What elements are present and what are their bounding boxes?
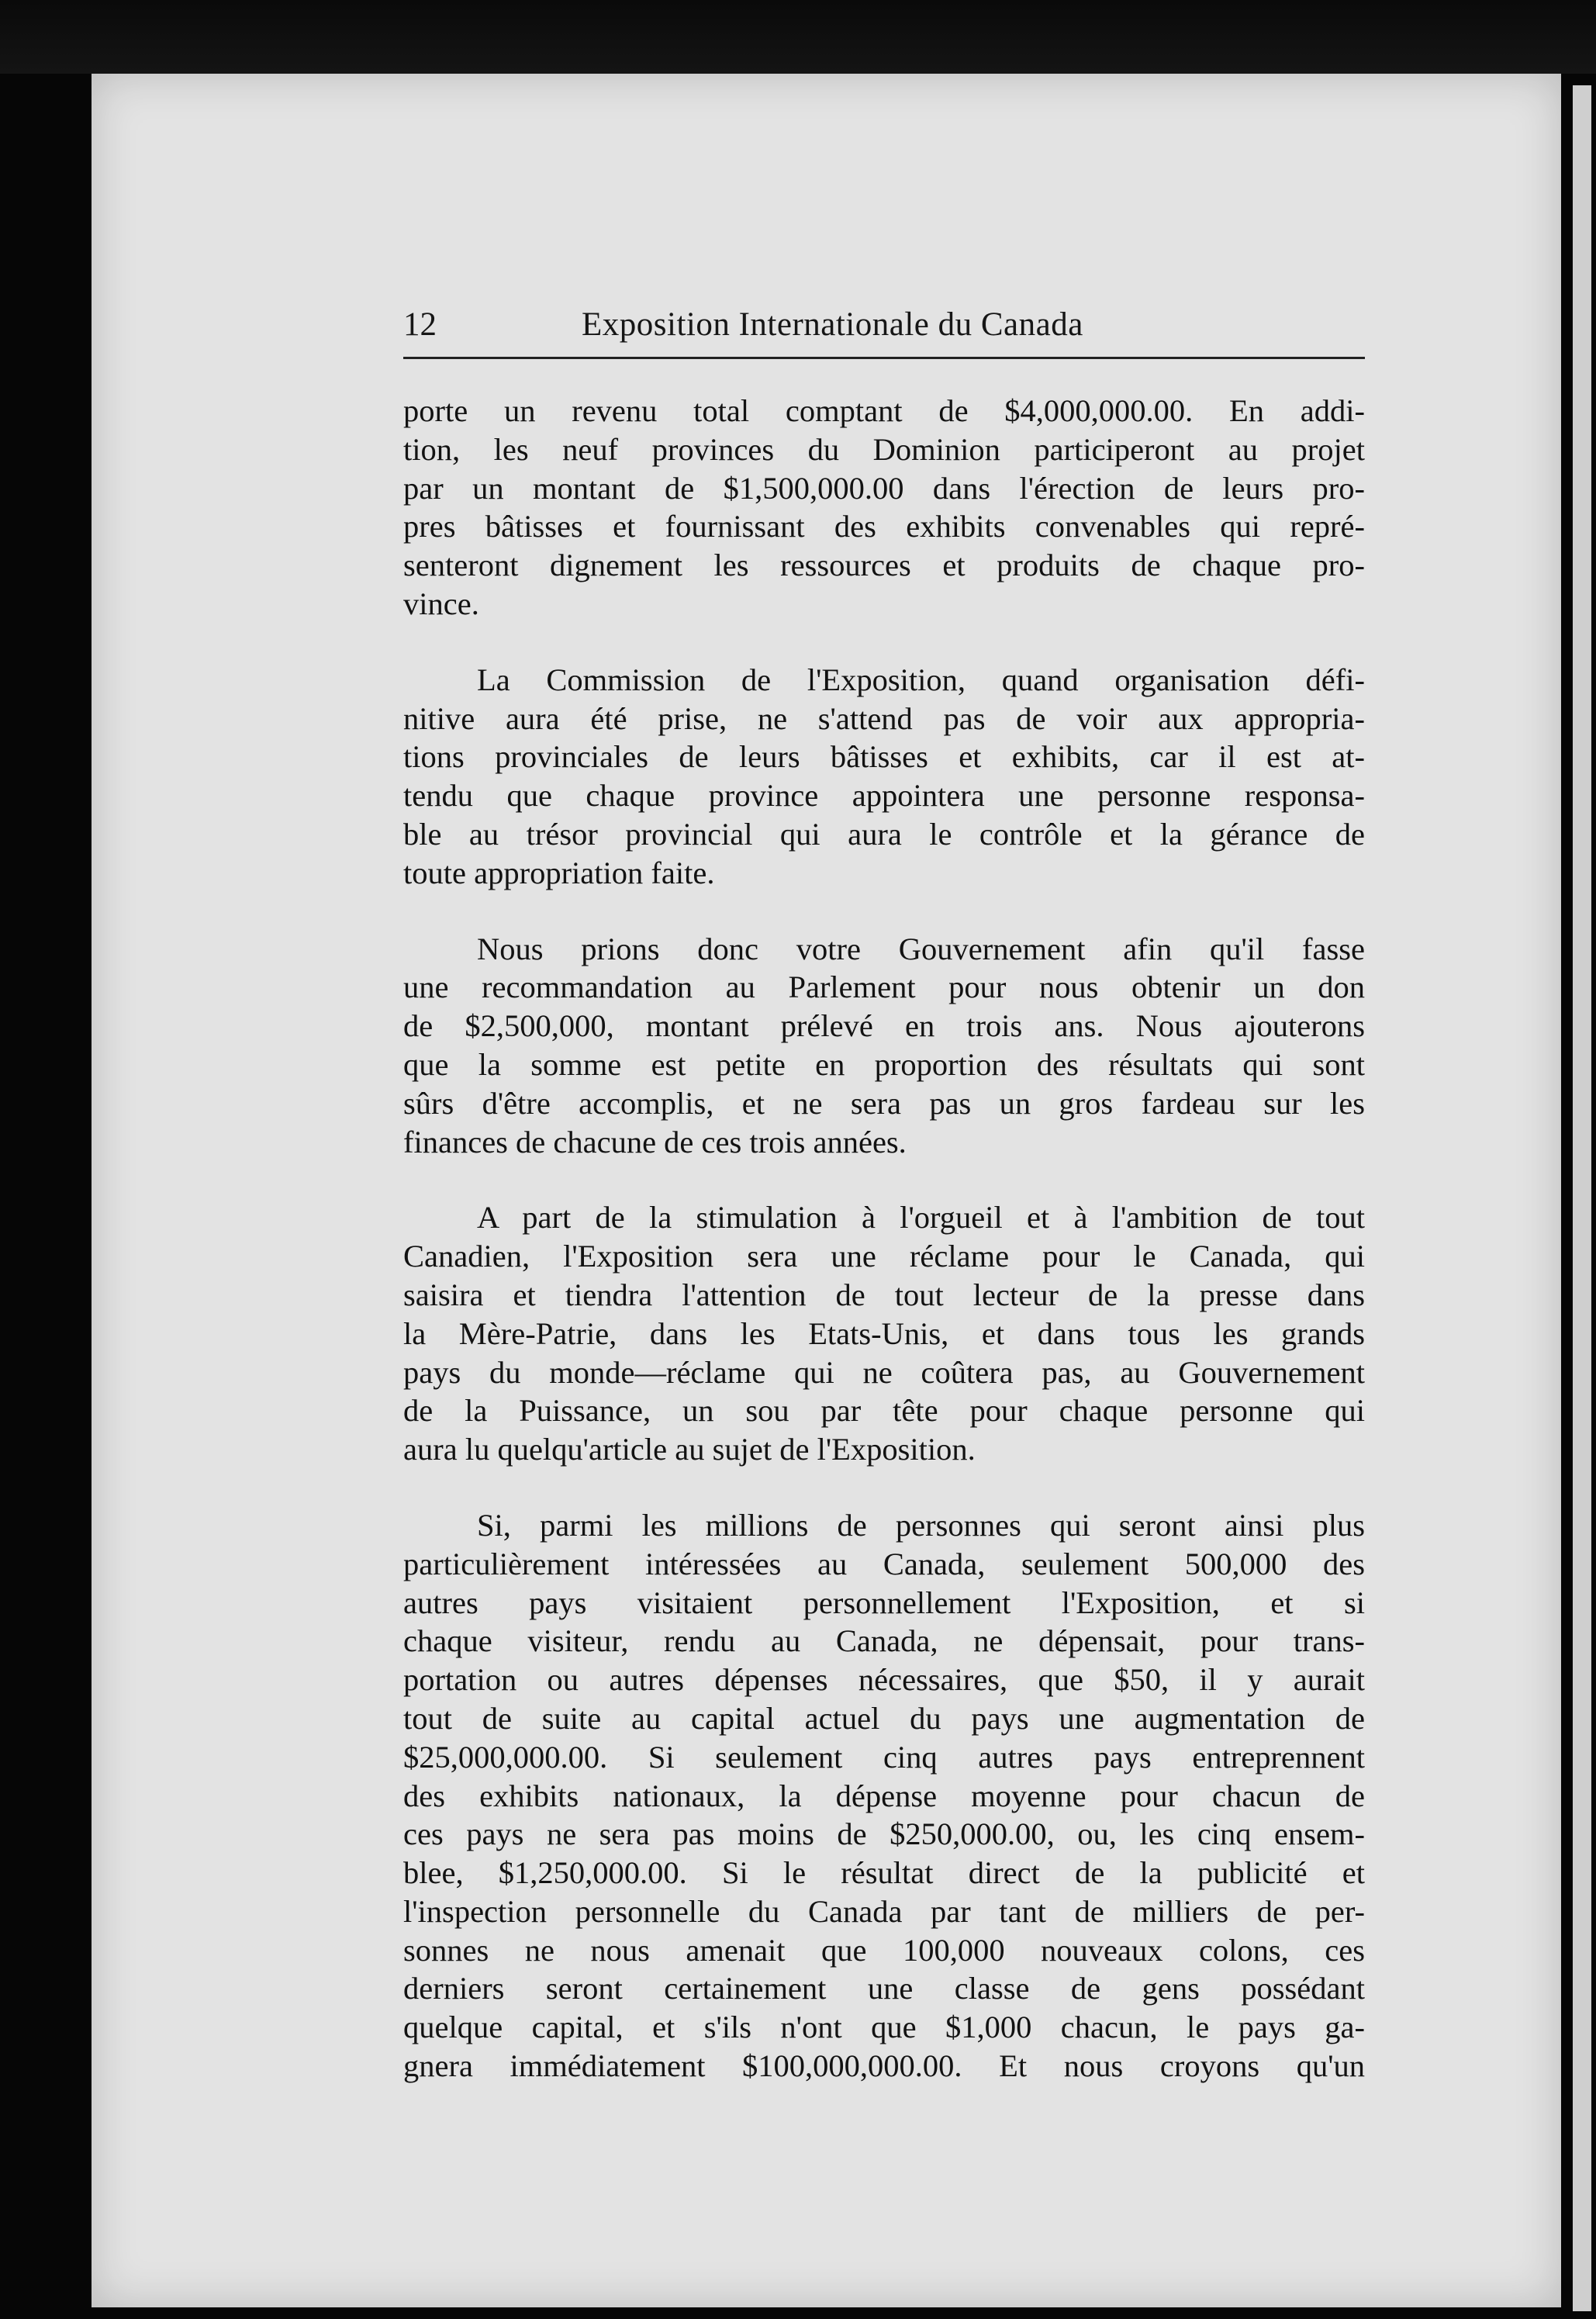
running-head (403, 302, 1365, 359)
text-line: pays du monde—réclame qui ne coûtera pas, au Gouvernement (403, 1354, 1365, 1390)
text-line: Nous prions donc votre Gouvernement afin qu'il fasse (477, 931, 1365, 966)
text-line: tions provinciales de leurs bâtisses et exhibits, car il est at- (403, 739, 1365, 775)
text-line: nitive aura été prise, ne s'attend pas de voir aux appropria- (403, 700, 1365, 736)
text-line: chaque visiteur, rendu au Canada, ne dépensait, pour trans- (403, 1623, 1365, 1659)
text-line: sonnes ne nous amenait que 100,000 nouveaux colons, ces (403, 1932, 1365, 1968)
text-line: quelque capital, et s'ils n'ont que $1,000 chacun, le pays ga- (403, 2010, 1365, 2045)
running-title: Exposition Internationale du Canada (582, 306, 1083, 343)
text-line: de la Puissance, un sou par tête pour chaque personne qui (403, 1393, 1365, 1429)
text-line: ble au trésor provincial qui aura le contrôle et la gérance de (403, 816, 1365, 852)
text-line: saisira et tiendra l'attention de tout lecteur de la presse dans (403, 1277, 1365, 1312)
text-line: Canadien, l'Exposition sera une réclame pour le Canada, qui (403, 1239, 1365, 1274)
text-line: des exhibits nationaux, la dépense moyenne pour chacun de (403, 1778, 1365, 1813)
paragraph-1 (403, 392, 1365, 624)
text-line: derniers seront certainement une classe de gens possédant (403, 1971, 1365, 2006)
paragraph-4 (403, 1198, 1365, 1469)
facing-page-edge (1573, 85, 1591, 2311)
text-line: tout de suite au capital actuel du pays une augmentation de (403, 1700, 1365, 1736)
text-line: la Mère-Patrie, dans les Etats-Unis, et dans tous les grands (403, 1315, 1365, 1351)
text-line: gnera immédiatement $100,000,000.00. Et nous croyons qu'un (403, 2048, 1365, 2084)
body-text (403, 392, 1365, 2123)
paragraph-5 (403, 1506, 1365, 2086)
paragraph-3 (403, 930, 1365, 1162)
text-line: que la somme est petite en proportion des résultats qui sont (403, 1046, 1365, 1082)
text-line: particulièrement intéressées au Canada, seulement 500,000 des (403, 1546, 1365, 1581)
text-line: de $2,500,000, montant prélevé en trois ans. Nous ajouterons (403, 1008, 1365, 1044)
text-line: tion, les neuf provinces du Dominion participeront au projet (403, 431, 1365, 467)
text-line: autres pays visitaient personnellement l'Exposition, et si (403, 1585, 1365, 1620)
text-line: par un montant de $1,500,000.00 dans l'érection de leurs pro- (403, 470, 1365, 506)
text-line: aura lu quelqu'article au sujet de l'Exposition. (403, 1432, 976, 1467)
text-line: Si, parmi les millions de personnes qui seront ainsi plus (477, 1507, 1365, 1543)
text-line: blee, $1,250,000.00. Si le résultat direct de la publicité et (403, 1855, 1365, 1891)
text-line: une recommandation au Parlement pour nous obtenir un don (403, 969, 1365, 1005)
film-edge-top (0, 0, 1596, 74)
text-line: pres bâtisses et fournissant des exhibits convenables qui repré- (403, 509, 1365, 544)
text-line: senteront dignement les ressources et produits de chaque pro- (403, 548, 1365, 583)
text-line: tendu que chaque province appointera une personne responsa- (403, 778, 1365, 814)
text-line: La Commission de l'Exposition, quand organisation défi- (477, 662, 1365, 697)
text-line: porte un revenu total comptant de $4,000,000.00. En addi- (403, 393, 1365, 428)
text-line: finances de chacune de ces trois années. (403, 1124, 907, 1160)
text-line: A part de la stimulation à l'orgueil et à l'ambition de tout (477, 1200, 1365, 1236)
text-line: $25,000,000.00. Si seulement cinq autres pays entreprennent (403, 1739, 1365, 1775)
page-number: 12 (403, 306, 437, 343)
text-line: portation ou autres dépenses nécessaires, que $50, il y aurait (403, 1662, 1365, 1698)
text-line: l'inspection personnelle du Canada par tant de milliers de per- (403, 1893, 1365, 1929)
paragraph-2 (403, 661, 1365, 893)
text-line: ces pays ne sera pas moins de $250,000.00, ou, les cinq ensem- (403, 1816, 1365, 1852)
text-line: toute appropriation faite. (403, 855, 715, 890)
text-line: vince. (403, 586, 479, 621)
text-line: sûrs d'être accomplis, et ne sera pas un gros fardeau sur les (403, 1085, 1365, 1121)
